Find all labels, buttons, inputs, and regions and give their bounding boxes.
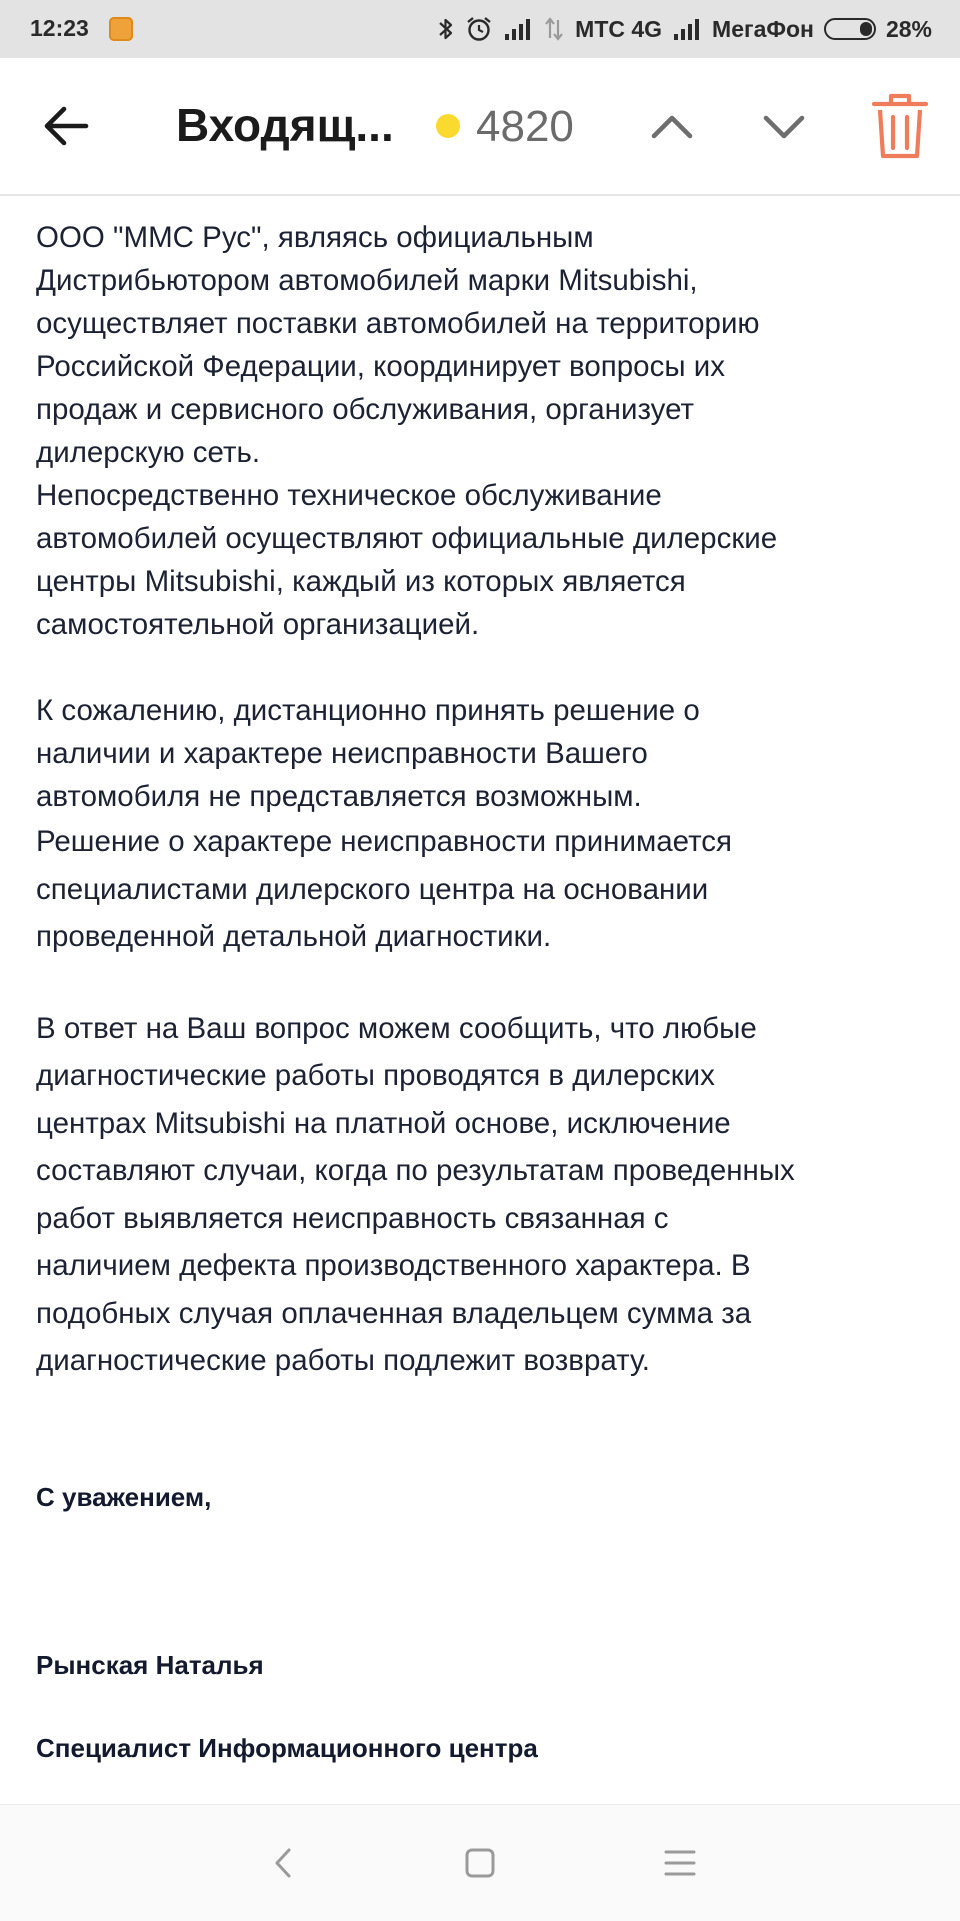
alarm-icon bbox=[465, 15, 493, 43]
unread-count: 4820 bbox=[476, 102, 574, 151]
battery-icon bbox=[824, 18, 876, 40]
chevron-down-icon bbox=[752, 94, 816, 158]
status-time: 12:23 bbox=[30, 15, 89, 41]
email-line: К сожалению, дистанционно принять решение о bbox=[36, 694, 700, 727]
email-line: наличием дефекта производственного характера. В bbox=[36, 1249, 751, 1282]
nav-back-icon bbox=[262, 1841, 306, 1885]
paragraph-spacer bbox=[36, 961, 926, 1005]
chevron-up-icon bbox=[640, 94, 704, 158]
carrier-secondary: МегаФон bbox=[712, 15, 814, 42]
system-home-button[interactable] bbox=[458, 1841, 502, 1885]
system-nav-bar bbox=[0, 1804, 960, 1921]
system-menu-button[interactable] bbox=[658, 1841, 702, 1885]
email-line: диагностические работы подлежит возврату. bbox=[36, 1344, 650, 1377]
back-arrow-icon bbox=[36, 94, 100, 158]
email-line: В ответ на Ваш вопрос можем сообщить, что любые bbox=[36, 1011, 757, 1045]
email-line: автомобиля не представляется возможным. bbox=[36, 780, 642, 813]
email-line: автомобилей осуществляют официальные дилерские bbox=[36, 522, 778, 555]
email-line: ООО "ММС Рус", являясь официальным bbox=[36, 221, 594, 254]
email-line: специалистами дилерского центра на основании bbox=[36, 872, 709, 906]
email-paragraph-remote bbox=[36, 689, 926, 818]
system-back-button[interactable] bbox=[262, 1841, 306, 1885]
email-line: Непосредственно техническое обслуживание bbox=[36, 479, 662, 512]
email-line: работ выявляется неисправность связанная с bbox=[36, 1201, 669, 1235]
signal-icon bbox=[503, 17, 533, 41]
email-line: продаж и сервисного обслуживания, организует bbox=[36, 393, 695, 426]
signal-icon-secondary bbox=[672, 17, 702, 41]
battery-percent: 28% bbox=[885, 15, 932, 42]
email-line: Российской Федерации, координирует вопросы их bbox=[36, 350, 725, 383]
email-line: самостоятельной организацией. bbox=[36, 608, 480, 641]
email-line: центры Mitsubishi, каждый из которых является bbox=[36, 565, 686, 598]
status-bar bbox=[0, 0, 960, 58]
unread-indicator bbox=[436, 114, 460, 138]
data-transfer-icon bbox=[543, 16, 565, 42]
status-indicators bbox=[437, 10, 932, 48]
delete-button[interactable] bbox=[868, 90, 932, 162]
email-line: подобных случая оплаченная владельцем сумма за bbox=[36, 1296, 752, 1330]
trash-icon bbox=[868, 90, 932, 162]
previous-message-button[interactable] bbox=[640, 94, 704, 158]
email-line: Дистрибьютором автомобилей марки Mitsubishi, bbox=[36, 264, 698, 297]
back-button[interactable] bbox=[36, 94, 100, 158]
email-paragraph-diagnostics bbox=[36, 1005, 926, 1385]
email-line: составляют случаи, когда по результатам проведенных bbox=[36, 1154, 795, 1187]
email-line: дилерскую сеть. bbox=[36, 436, 261, 469]
email-body bbox=[36, 216, 926, 1385]
notification-app-icon bbox=[109, 17, 133, 41]
email-line: проведенной детальной диагностики. bbox=[36, 920, 552, 953]
carrier-primary: МТС 4G bbox=[575, 15, 663, 42]
email-line: наличии и характере неисправности Вашего bbox=[36, 737, 648, 770]
email-line: осуществляет поставки автомобилей на территорию bbox=[36, 307, 760, 340]
email-paragraph-service bbox=[36, 474, 926, 646]
paragraph-spacer bbox=[36, 646, 926, 689]
email-line: диагностические работы проводятся в дилерских bbox=[36, 1059, 715, 1092]
nav-home-icon bbox=[458, 1841, 502, 1885]
closing-text: С уважением, bbox=[36, 1482, 212, 1512]
nav-menu-icon bbox=[658, 1841, 702, 1885]
email-paragraph-decision bbox=[36, 818, 926, 961]
folder-title[interactable]: Входящ... bbox=[176, 99, 394, 151]
sender-name: Рынская Наталья bbox=[36, 1650, 264, 1680]
email-line: центрах Mitsubishi на платной основе, исключение bbox=[36, 1106, 731, 1140]
mail-header bbox=[0, 58, 960, 196]
bluetooth-icon bbox=[437, 16, 455, 42]
email-paragraph-intro bbox=[36, 216, 926, 474]
next-message-button[interactable] bbox=[752, 94, 816, 158]
sender-title: Специалист Информационного центра bbox=[36, 1733, 538, 1763]
email-line: Решение о характере неисправности принимается bbox=[36, 825, 732, 858]
